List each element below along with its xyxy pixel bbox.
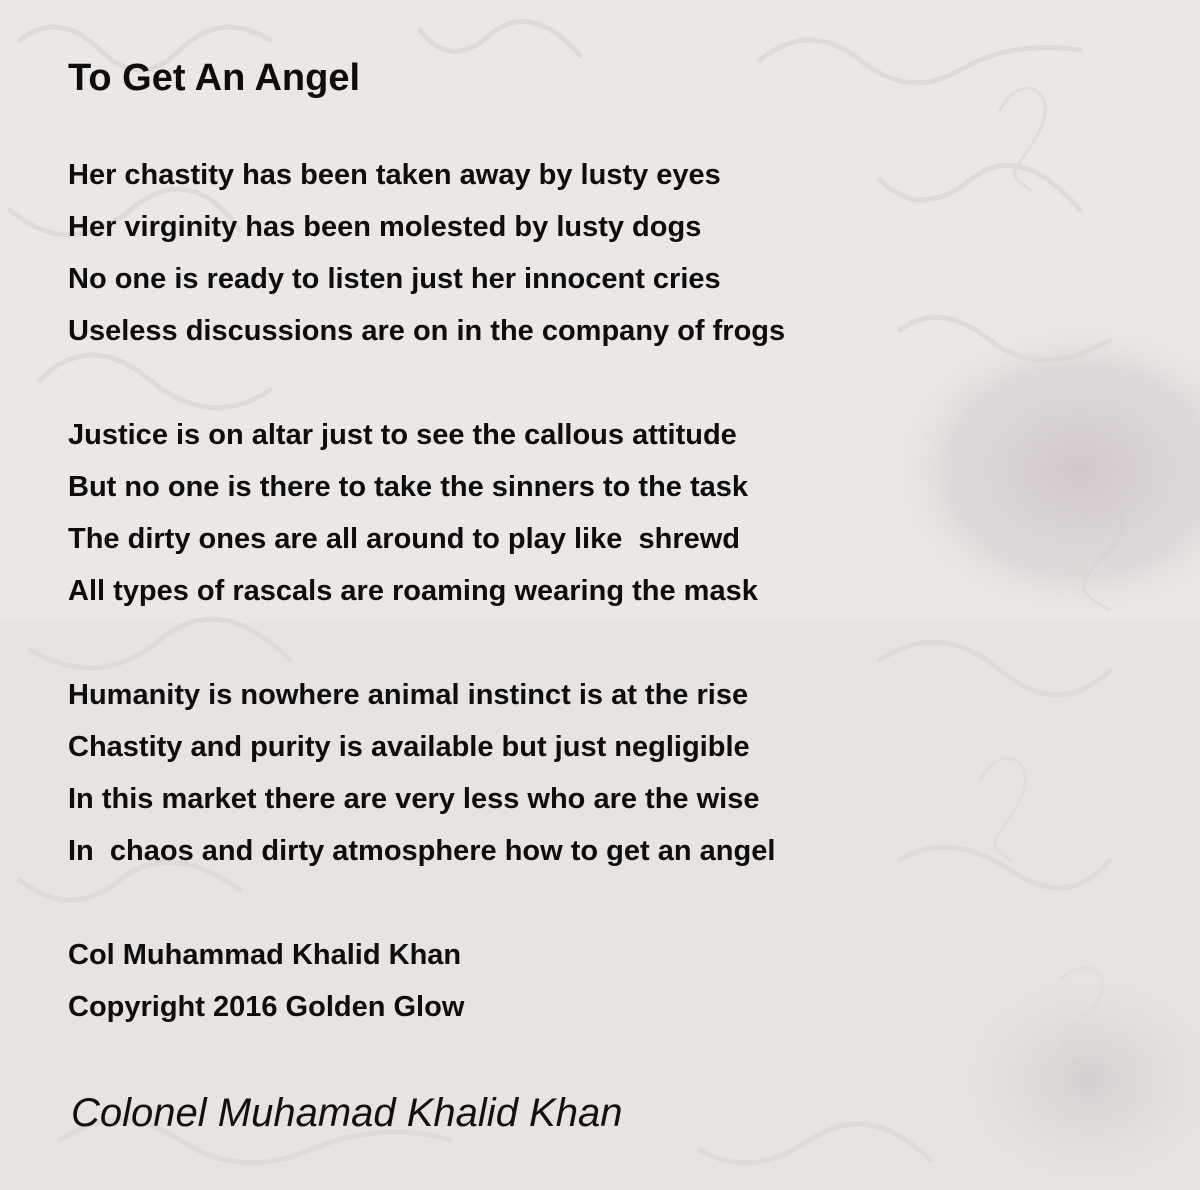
poem-title: To Get An Angel [68, 57, 361, 99]
copyright-line: Copyright 2016 Golden Glow [68, 991, 465, 1023]
stanza-1 [68, 149, 1068, 357]
poem-line: All types of rascals are roaming wearing the mask [68, 575, 758, 607]
poem-line: Chastity and purity is available but just negligible [68, 731, 750, 763]
author-line: Col Muhammad Khalid Khan [68, 939, 462, 971]
poem-line: Justice is on altar just to see the callous attitude [68, 419, 737, 451]
stanza-3 [68, 669, 1068, 877]
poem-line: Her chastity has been taken away by lusty eyes [68, 159, 721, 191]
poem-line: No one is ready to listen just her innocent cries [68, 263, 721, 295]
credits-block [68, 929, 1068, 1033]
poem-line: In this market there are very less who are the wise [68, 783, 760, 815]
poem-line: Useless discussions are on in the company of frogs [68, 315, 786, 347]
poem-line: The dirty ones are all around to play like shrewd [68, 523, 741, 555]
poem-line: Her virginity has been molested by lusty dogs [68, 211, 702, 243]
poem-line: In chaos and dirty atmosphere how to get an angel [68, 835, 776, 867]
poem-line: But no one is there to take the sinners to the task [68, 471, 749, 503]
author-signature: Colonel Muhamad Khalid Khan [71, 1091, 623, 1135]
poem-line: Humanity is nowhere animal instinct is at the rise [68, 679, 749, 711]
stanza-2 [68, 409, 1068, 617]
